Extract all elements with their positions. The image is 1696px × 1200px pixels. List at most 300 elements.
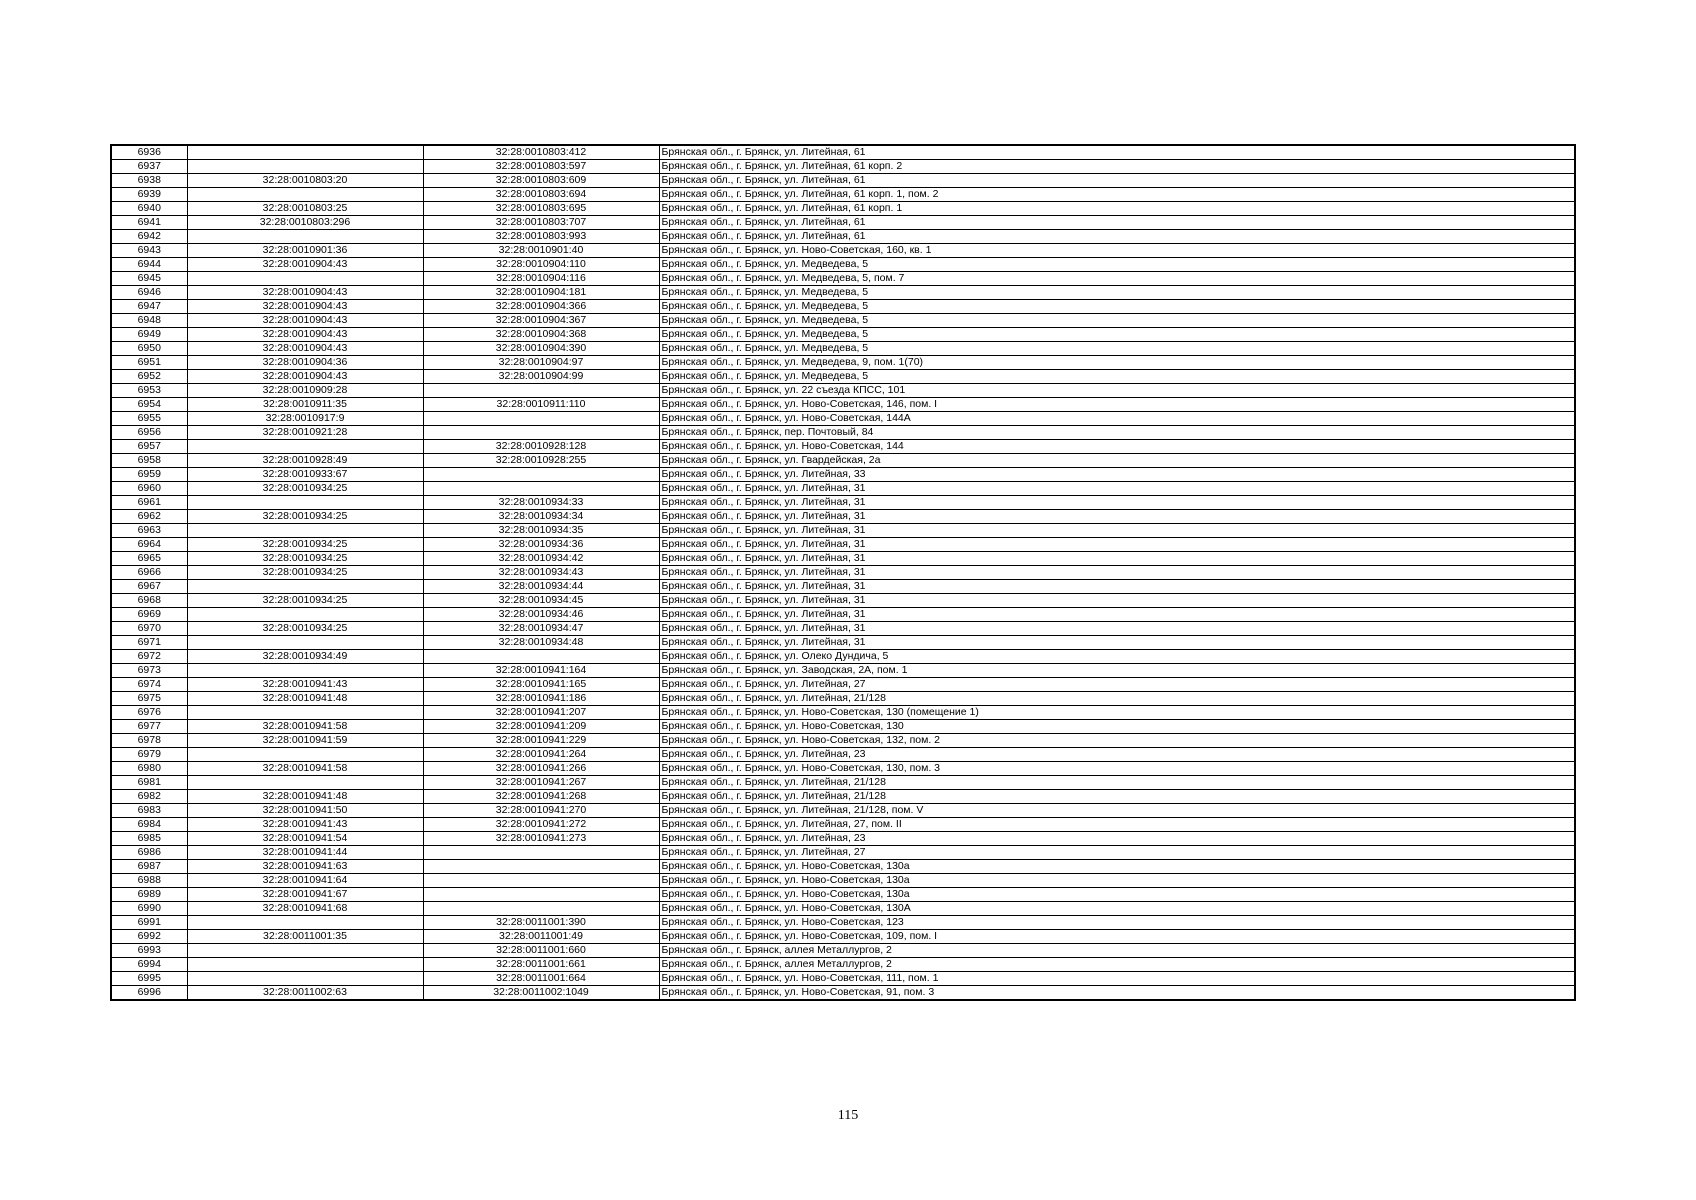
row-number-cell: 6946 [111, 286, 187, 300]
row-number-cell: 6937 [111, 160, 187, 174]
row-number-cell: 6993 [111, 944, 187, 958]
table-row [111, 748, 1575, 762]
building-cadastral-number-cell [423, 412, 659, 426]
table-row [111, 314, 1575, 328]
row-number-cell: 6983 [111, 804, 187, 818]
building-cadastral-number-cell: 32:28:0010934:34 [423, 510, 659, 524]
table-row [111, 818, 1575, 832]
land-cadastral-number-cell [187, 496, 423, 510]
address-cell: Брянская обл., г. Брянск, ул. Литейная, 31 [659, 580, 1575, 594]
building-cadastral-number-cell: 32:28:0010904:116 [423, 272, 659, 286]
row-number-cell: 6991 [111, 916, 187, 930]
land-cadastral-number-cell: 32:28:0011001:35 [187, 930, 423, 944]
land-cadastral-number-cell: 32:28:0010941:63 [187, 860, 423, 874]
land-cadastral-number-cell [187, 636, 423, 650]
address-cell: Брянская обл., г. Брянск, ул. Литейная, 21/128 [659, 776, 1575, 790]
land-cadastral-number-cell: 32:28:0010941:59 [187, 734, 423, 748]
building-cadastral-number-cell: 32:28:0010928:255 [423, 454, 659, 468]
address-cell: Брянская обл., г. Брянск, ул. Литейная, 31 [659, 622, 1575, 636]
land-cadastral-number-cell: 32:28:0010904:43 [187, 300, 423, 314]
address-cell: Брянская обл., г. Брянск, ул. Медведева, 5 [659, 370, 1575, 384]
land-cadastral-number-cell: 32:28:0010934:49 [187, 650, 423, 664]
address-cell: Брянская обл., г. Брянск, ул. Литейная, 61 [659, 174, 1575, 188]
table-row [111, 244, 1575, 258]
table-row [111, 566, 1575, 580]
building-cadastral-number-cell: 32:28:0010941:186 [423, 692, 659, 706]
table-row [111, 328, 1575, 342]
row-number-cell: 6965 [111, 552, 187, 566]
row-number-cell: 6992 [111, 930, 187, 944]
table-row [111, 902, 1575, 916]
table-row [111, 454, 1575, 468]
building-cadastral-number-cell: 32:28:0010934:48 [423, 636, 659, 650]
row-number-cell: 6951 [111, 356, 187, 370]
address-cell: Брянская обл., г. Брянск, ул. Ново-Советская, 130, пом. 3 [659, 762, 1575, 776]
row-number-cell: 6962 [111, 510, 187, 524]
land-cadastral-number-cell: 32:28:0010904:43 [187, 258, 423, 272]
land-cadastral-number-cell: 32:28:0010928:49 [187, 454, 423, 468]
land-cadastral-number-cell [187, 958, 423, 972]
table-row [111, 958, 1575, 972]
address-cell: Брянская обл., г. Брянск, ул. Литейная, 31 [659, 594, 1575, 608]
building-cadastral-number-cell: 32:28:0010904:181 [423, 286, 659, 300]
address-cell: Брянская обл., г. Брянск, ул. Литейная, 21/128, пом. V [659, 804, 1575, 818]
address-cell: Брянская обл., г. Брянск, ул. Литейная, 21/128 [659, 692, 1575, 706]
address-cell: Брянская обл., г. Брянск, ул. Литейная, 27 [659, 846, 1575, 860]
land-cadastral-number-cell: 32:28:0010917:9 [187, 412, 423, 426]
table-row [111, 678, 1575, 692]
row-number-cell: 6995 [111, 972, 187, 986]
building-cadastral-number-cell [423, 426, 659, 440]
row-number-cell: 6973 [111, 664, 187, 678]
building-cadastral-number-cell: 32:28:0010941:273 [423, 832, 659, 846]
building-cadastral-number-cell: 32:28:0010904:99 [423, 370, 659, 384]
table-row [111, 790, 1575, 804]
land-cadastral-number-cell: 32:28:0010934:25 [187, 510, 423, 524]
row-number-cell: 6941 [111, 216, 187, 230]
row-number-cell: 6961 [111, 496, 187, 510]
address-cell: Брянская обл., г. Брянск, ул. Ново-Советская, 123 [659, 916, 1575, 930]
address-cell: Брянская обл., г. Брянск, ул. Медведева, 5 [659, 258, 1575, 272]
row-number-cell: 6987 [111, 860, 187, 874]
land-cadastral-number-cell [187, 188, 423, 202]
table-row [111, 398, 1575, 412]
address-cell: Брянская обл., г. Брянск, ул. Олеко Дундича, 5 [659, 650, 1575, 664]
address-cell: Брянская обл., г. Брянск, ул. Литейная, 61 корп. 1, пом. 2 [659, 188, 1575, 202]
land-cadastral-number-cell [187, 706, 423, 720]
address-cell: Брянская обл., г. Брянск, ул. Литейная, 31 [659, 482, 1575, 496]
row-number-cell: 6977 [111, 720, 187, 734]
land-cadastral-number-cell [187, 230, 423, 244]
land-cadastral-number-cell: 32:28:0010904:36 [187, 356, 423, 370]
row-number-cell: 6974 [111, 678, 187, 692]
building-cadastral-number-cell: 32:28:0010803:597 [423, 160, 659, 174]
building-cadastral-number-cell [423, 860, 659, 874]
building-cadastral-number-cell: 32:28:0010941:209 [423, 720, 659, 734]
building-cadastral-number-cell: 32:28:0010904:367 [423, 314, 659, 328]
land-cadastral-number-cell: 32:28:0010803:25 [187, 202, 423, 216]
row-number-cell: 6943 [111, 244, 187, 258]
address-cell: Брянская обл., г. Брянск, ул. Ново-Советская, 130а [659, 888, 1575, 902]
address-cell: Брянская обл., г. Брянск, ул. Заводская, 2А, пом. 1 [659, 664, 1575, 678]
table-row [111, 776, 1575, 790]
row-number-cell: 6945 [111, 272, 187, 286]
row-number-cell: 6959 [111, 468, 187, 482]
building-cadastral-number-cell: 32:28:0010901:40 [423, 244, 659, 258]
row-number-cell: 6981 [111, 776, 187, 790]
table-row [111, 258, 1575, 272]
building-cadastral-number-cell: 32:28:0011001:660 [423, 944, 659, 958]
table-row [111, 482, 1575, 496]
land-cadastral-number-cell: 32:28:0010911:35 [187, 398, 423, 412]
row-number-cell: 6994 [111, 958, 187, 972]
row-number-cell: 6936 [111, 145, 187, 160]
table-row [111, 230, 1575, 244]
building-cadastral-number-cell: 32:28:0010941:267 [423, 776, 659, 790]
land-cadastral-number-cell: 32:28:0010904:43 [187, 342, 423, 356]
table-row [111, 412, 1575, 426]
address-cell: Брянская обл., г. Брянск, ул. Литейная, 31 [659, 552, 1575, 566]
land-cadastral-number-cell: 32:28:0010941:58 [187, 720, 423, 734]
land-cadastral-number-cell: 32:28:0010904:43 [187, 286, 423, 300]
address-cell: Брянская обл., г. Брянск, ул. Медведева, 5 [659, 286, 1575, 300]
land-cadastral-number-cell: 32:28:0010934:25 [187, 566, 423, 580]
building-cadastral-number-cell: 32:28:0010803:609 [423, 174, 659, 188]
table-row [111, 174, 1575, 188]
building-cadastral-number-cell: 32:28:0010904:368 [423, 328, 659, 342]
address-cell: Брянская обл., г. Брянск, ул. Медведева, 5 [659, 300, 1575, 314]
building-cadastral-number-cell: 32:28:0010803:695 [423, 202, 659, 216]
building-cadastral-number-cell: 32:28:0010941:268 [423, 790, 659, 804]
address-cell: Брянская обл., г. Брянск, ул. Ново-Советская, 132, пом. 2 [659, 734, 1575, 748]
building-cadastral-number-cell: 32:28:0010934:33 [423, 496, 659, 510]
building-cadastral-number-cell [423, 650, 659, 664]
building-cadastral-number-cell: 32:28:0010904:110 [423, 258, 659, 272]
row-number-cell: 6950 [111, 342, 187, 356]
address-cell: Брянская обл., г. Брянск, аллея Металлургов, 2 [659, 944, 1575, 958]
building-cadastral-number-cell: 32:28:0010941:164 [423, 664, 659, 678]
land-cadastral-number-cell: 32:28:0010941:68 [187, 902, 423, 916]
table-row [111, 874, 1575, 888]
land-cadastral-number-cell: 32:28:0010941:44 [187, 846, 423, 860]
address-cell: Брянская обл., г. Брянск, ул. Медведева, 5 [659, 342, 1575, 356]
land-cadastral-number-cell: 32:28:0010941:58 [187, 762, 423, 776]
building-cadastral-number-cell [423, 874, 659, 888]
land-cadastral-number-cell [187, 748, 423, 762]
land-cadastral-number-cell: 32:28:0010921:28 [187, 426, 423, 440]
row-number-cell: 6970 [111, 622, 187, 636]
building-cadastral-number-cell: 32:28:0010803:694 [423, 188, 659, 202]
address-cell: Брянская обл., г. Брянск, ул. Медведева, 9, пом. 1(70) [659, 356, 1575, 370]
building-cadastral-number-cell: 32:28:0010934:46 [423, 608, 659, 622]
row-number-cell: 6972 [111, 650, 187, 664]
table-row [111, 286, 1575, 300]
row-number-cell: 6940 [111, 202, 187, 216]
land-cadastral-number-cell: 32:28:0010904:43 [187, 314, 423, 328]
row-number-cell: 6942 [111, 230, 187, 244]
land-cadastral-number-cell [187, 664, 423, 678]
land-cadastral-number-cell: 32:28:0011002:63 [187, 986, 423, 1001]
address-cell: Брянская обл., г. Брянск, ул. Медведева, 5 [659, 314, 1575, 328]
address-cell: Брянская обл., г. Брянск, ул. Ново-Советская, 130а [659, 860, 1575, 874]
row-number-cell: 6964 [111, 538, 187, 552]
address-cell: Брянская обл., г. Брянск, ул. Медведева, 5, пом. 7 [659, 272, 1575, 286]
table-row [111, 930, 1575, 944]
page-number: 115 [837, 1108, 859, 1123]
row-number-cell: 6947 [111, 300, 187, 314]
land-cadastral-number-cell [187, 916, 423, 930]
table-row [111, 650, 1575, 664]
table-row [111, 664, 1575, 678]
table-row [111, 496, 1575, 510]
land-cadastral-number-cell: 32:28:0010941:48 [187, 790, 423, 804]
row-number-cell: 6982 [111, 790, 187, 804]
address-cell: Брянская обл., г. Брянск, ул. Литейная, 27 [659, 678, 1575, 692]
row-number-cell: 6953 [111, 384, 187, 398]
row-number-cell: 6976 [111, 706, 187, 720]
table-row [111, 356, 1575, 370]
table-row [111, 384, 1575, 398]
address-cell: Брянская обл., г. Брянск, ул. Ново-Советская, 130 (помещение 1) [659, 706, 1575, 720]
address-cell: Брянская обл., г. Брянск, ул. Литейная, 31 [659, 538, 1575, 552]
table-row [111, 552, 1575, 566]
table-row [111, 272, 1575, 286]
land-cadastral-number-cell: 32:28:0010934:25 [187, 552, 423, 566]
building-cadastral-number-cell: 32:28:0010941:207 [423, 706, 659, 720]
land-cadastral-number-cell: 32:28:0010904:43 [187, 370, 423, 384]
table-row [111, 188, 1575, 202]
table-row [111, 860, 1575, 874]
land-cadastral-number-cell [187, 524, 423, 538]
row-number-cell: 6955 [111, 412, 187, 426]
table-row [111, 426, 1575, 440]
address-cell: Брянская обл., г. Брянск, ул. Литейная, 61 корп. 2 [659, 160, 1575, 174]
row-number-cell: 6989 [111, 888, 187, 902]
registry-table [110, 144, 1576, 1001]
row-number-cell: 6960 [111, 482, 187, 496]
land-cadastral-number-cell [187, 160, 423, 174]
building-cadastral-number-cell: 32:28:0010934:45 [423, 594, 659, 608]
row-number-cell: 6988 [111, 874, 187, 888]
land-cadastral-number-cell: 32:28:0010941:64 [187, 874, 423, 888]
address-cell: Брянская обл., г. Брянск, ул. Литейная, 23 [659, 748, 1575, 762]
address-cell: Брянская обл., г. Брянск, ул. Ново-Советская, 160, кв. 1 [659, 244, 1575, 258]
building-cadastral-number-cell: 32:28:0010934:47 [423, 622, 659, 636]
building-cadastral-number-cell: 32:28:0011001:661 [423, 958, 659, 972]
row-number-cell: 6958 [111, 454, 187, 468]
address-cell: Брянская обл., г. Брянск, ул. Литейная, 61 [659, 216, 1575, 230]
land-cadastral-number-cell [187, 272, 423, 286]
row-number-cell: 6954 [111, 398, 187, 412]
table-row [111, 608, 1575, 622]
land-cadastral-number-cell [187, 972, 423, 986]
address-cell: Брянская обл., г. Брянск, ул. Гвардейская, 2а [659, 454, 1575, 468]
table-row [111, 440, 1575, 454]
address-cell: Брянская обл., г. Брянск, ул. Ново-Советская, 130а [659, 874, 1575, 888]
land-cadastral-number-cell: 32:28:0010901:36 [187, 244, 423, 258]
address-cell: Брянская обл., г. Брянск, ул. Литейная, 31 [659, 608, 1575, 622]
row-number-cell: 6984 [111, 818, 187, 832]
table-row [111, 594, 1575, 608]
land-cadastral-number-cell [187, 580, 423, 594]
address-cell: Брянская обл., г. Брянск, ул. Литейная, 31 [659, 636, 1575, 650]
table-row [111, 944, 1575, 958]
building-cadastral-number-cell: 32:28:0010934:36 [423, 538, 659, 552]
land-cadastral-number-cell: 32:28:0010934:25 [187, 622, 423, 636]
table-row [111, 916, 1575, 930]
land-cadastral-number-cell: 32:28:0010803:296 [187, 216, 423, 230]
table-row [111, 342, 1575, 356]
land-cadastral-number-cell: 32:28:0010941:50 [187, 804, 423, 818]
table-row [111, 145, 1575, 160]
row-number-cell: 6948 [111, 314, 187, 328]
land-cadastral-number-cell: 32:28:0010933:67 [187, 468, 423, 482]
building-cadastral-number-cell: 32:28:0011001:390 [423, 916, 659, 930]
building-cadastral-number-cell: 32:28:0010941:264 [423, 748, 659, 762]
row-number-cell: 6986 [111, 846, 187, 860]
row-number-cell: 6939 [111, 188, 187, 202]
land-cadastral-number-cell: 32:28:0010941:54 [187, 832, 423, 846]
table-row [111, 524, 1575, 538]
building-cadastral-number-cell: 32:28:0011002:1049 [423, 986, 659, 1001]
land-cadastral-number-cell: 32:28:0010904:43 [187, 328, 423, 342]
row-number-cell: 6938 [111, 174, 187, 188]
building-cadastral-number-cell [423, 482, 659, 496]
building-cadastral-number-cell [423, 888, 659, 902]
address-cell: Брянская обл., г. Брянск, ул. Литейная, 31 [659, 496, 1575, 510]
land-cadastral-number-cell: 32:28:0010934:25 [187, 538, 423, 552]
building-cadastral-number-cell: 32:28:0010941:272 [423, 818, 659, 832]
building-cadastral-number-cell [423, 846, 659, 860]
table-row [111, 216, 1575, 230]
land-cadastral-number-cell: 32:28:0010941:43 [187, 678, 423, 692]
row-number-cell: 6949 [111, 328, 187, 342]
registry-sheet [110, 144, 1574, 1001]
table-row [111, 580, 1575, 594]
row-number-cell: 6957 [111, 440, 187, 454]
building-cadastral-number-cell [423, 384, 659, 398]
address-cell: Брянская обл., г. Брянск, ул. Литейная, 31 [659, 566, 1575, 580]
address-cell: Брянская обл., г. Брянск, ул. Литейная, 21/128 [659, 790, 1575, 804]
table-row [111, 538, 1575, 552]
address-cell: Брянская обл., г. Брянск, пер. Почтовый, 84 [659, 426, 1575, 440]
land-cadastral-number-cell: 32:28:0010941:43 [187, 818, 423, 832]
land-cadastral-number-cell: 32:28:0010803:20 [187, 174, 423, 188]
table-row [111, 370, 1575, 384]
land-cadastral-number-cell [187, 145, 423, 160]
address-cell: Брянская обл., г. Брянск, ул. Литейная, 61 [659, 145, 1575, 160]
table-row [111, 986, 1575, 1001]
address-cell: Брянская обл., г. Брянск, ул. 22 съезда КПСС, 101 [659, 384, 1575, 398]
table-row [111, 202, 1575, 216]
address-cell: Брянская обл., г. Брянск, ул. Ново-Советская, 144 [659, 440, 1575, 454]
row-number-cell: 6956 [111, 426, 187, 440]
address-cell: Брянская обл., г. Брянск, ул. Литейная, 61 [659, 230, 1575, 244]
land-cadastral-number-cell [187, 776, 423, 790]
land-cadastral-number-cell [187, 944, 423, 958]
table-row [111, 734, 1575, 748]
address-cell: Брянская обл., г. Брянск, ул. Ново-Советская, 144А [659, 412, 1575, 426]
land-cadastral-number-cell: 32:28:0010934:25 [187, 594, 423, 608]
table-row [111, 300, 1575, 314]
table-row [111, 804, 1575, 818]
row-number-cell: 6996 [111, 986, 187, 1001]
building-cadastral-number-cell: 32:28:0010941:270 [423, 804, 659, 818]
building-cadastral-number-cell: 32:28:0010941:229 [423, 734, 659, 748]
address-cell: Брянская обл., г. Брянск, ул. Литейная, 27, пом. II [659, 818, 1575, 832]
land-cadastral-number-cell: 32:28:0010941:48 [187, 692, 423, 706]
row-number-cell: 6967 [111, 580, 187, 594]
table-row [111, 888, 1575, 902]
table-row [111, 160, 1575, 174]
building-cadastral-number-cell: 32:28:0011001:49 [423, 930, 659, 944]
row-number-cell: 6944 [111, 258, 187, 272]
table-row [111, 706, 1575, 720]
table-row [111, 468, 1575, 482]
address-cell: Брянская обл., г. Брянск, ул. Литейная, 31 [659, 510, 1575, 524]
address-cell: Брянская обл., г. Брянск, ул. Ново-Советская, 130 [659, 720, 1575, 734]
building-cadastral-number-cell: 32:28:0011001:664 [423, 972, 659, 986]
table-row [111, 972, 1575, 986]
table-row [111, 762, 1575, 776]
row-number-cell: 6990 [111, 902, 187, 916]
land-cadastral-number-cell: 32:28:0010941:67 [187, 888, 423, 902]
table-row [111, 622, 1575, 636]
land-cadastral-number-cell [187, 440, 423, 454]
table-row [111, 692, 1575, 706]
address-cell: Брянская обл., г. Брянск, аллея Металлургов, 2 [659, 958, 1575, 972]
address-cell: Брянская обл., г. Брянск, ул. Литейная, 31 [659, 524, 1575, 538]
address-cell: Брянская обл., г. Брянск, ул. Литейная, 23 [659, 832, 1575, 846]
building-cadastral-number-cell: 32:28:0010803:993 [423, 230, 659, 244]
table-row [111, 510, 1575, 524]
table-row [111, 636, 1575, 650]
registry-body [111, 145, 1575, 1000]
building-cadastral-number-cell: 32:28:0010934:42 [423, 552, 659, 566]
building-cadastral-number-cell: 32:28:0010941:266 [423, 762, 659, 776]
land-cadastral-number-cell: 32:28:0010934:25 [187, 482, 423, 496]
address-cell: Брянская обл., г. Брянск, ул. Ново-Советская, 146, пом. I [659, 398, 1575, 412]
land-cadastral-number-cell [187, 608, 423, 622]
row-number-cell: 6978 [111, 734, 187, 748]
row-number-cell: 6979 [111, 748, 187, 762]
row-number-cell: 6975 [111, 692, 187, 706]
row-number-cell: 6969 [111, 608, 187, 622]
row-number-cell: 6985 [111, 832, 187, 846]
row-number-cell: 6952 [111, 370, 187, 384]
building-cadastral-number-cell: 32:28:0010904:366 [423, 300, 659, 314]
row-number-cell: 6971 [111, 636, 187, 650]
address-cell: Брянская обл., г. Брянск, ул. Ново-Советская, 130А [659, 902, 1575, 916]
table-row [111, 720, 1575, 734]
building-cadastral-number-cell: 32:28:0010934:44 [423, 580, 659, 594]
row-number-cell: 6980 [111, 762, 187, 776]
address-cell: Брянская обл., г. Брянск, ул. Литейная, 61 корп. 1 [659, 202, 1575, 216]
building-cadastral-number-cell: 32:28:0010904:97 [423, 356, 659, 370]
address-cell: Брянская обл., г. Брянск, ул. Ново-Советская, 91, пом. 3 [659, 986, 1575, 1001]
building-cadastral-number-cell: 32:28:0010934:43 [423, 566, 659, 580]
building-cadastral-number-cell: 32:28:0010941:165 [423, 678, 659, 692]
land-cadastral-number-cell: 32:28:0010909:28 [187, 384, 423, 398]
building-cadastral-number-cell: 32:28:0010803:707 [423, 216, 659, 230]
address-cell: Брянская обл., г. Брянск, ул. Ново-Советская, 109, пом. I [659, 930, 1575, 944]
building-cadastral-number-cell: 32:28:0010803:412 [423, 145, 659, 160]
building-cadastral-number-cell: 32:28:0010934:35 [423, 524, 659, 538]
address-cell: Брянская обл., г. Брянск, ул. Медведева, 5 [659, 328, 1575, 342]
row-number-cell: 6966 [111, 566, 187, 580]
building-cadastral-number-cell: 32:28:0010928:128 [423, 440, 659, 454]
address-cell: Брянская обл., г. Брянск, ул. Ново-Советская, 111, пом. 1 [659, 972, 1575, 986]
